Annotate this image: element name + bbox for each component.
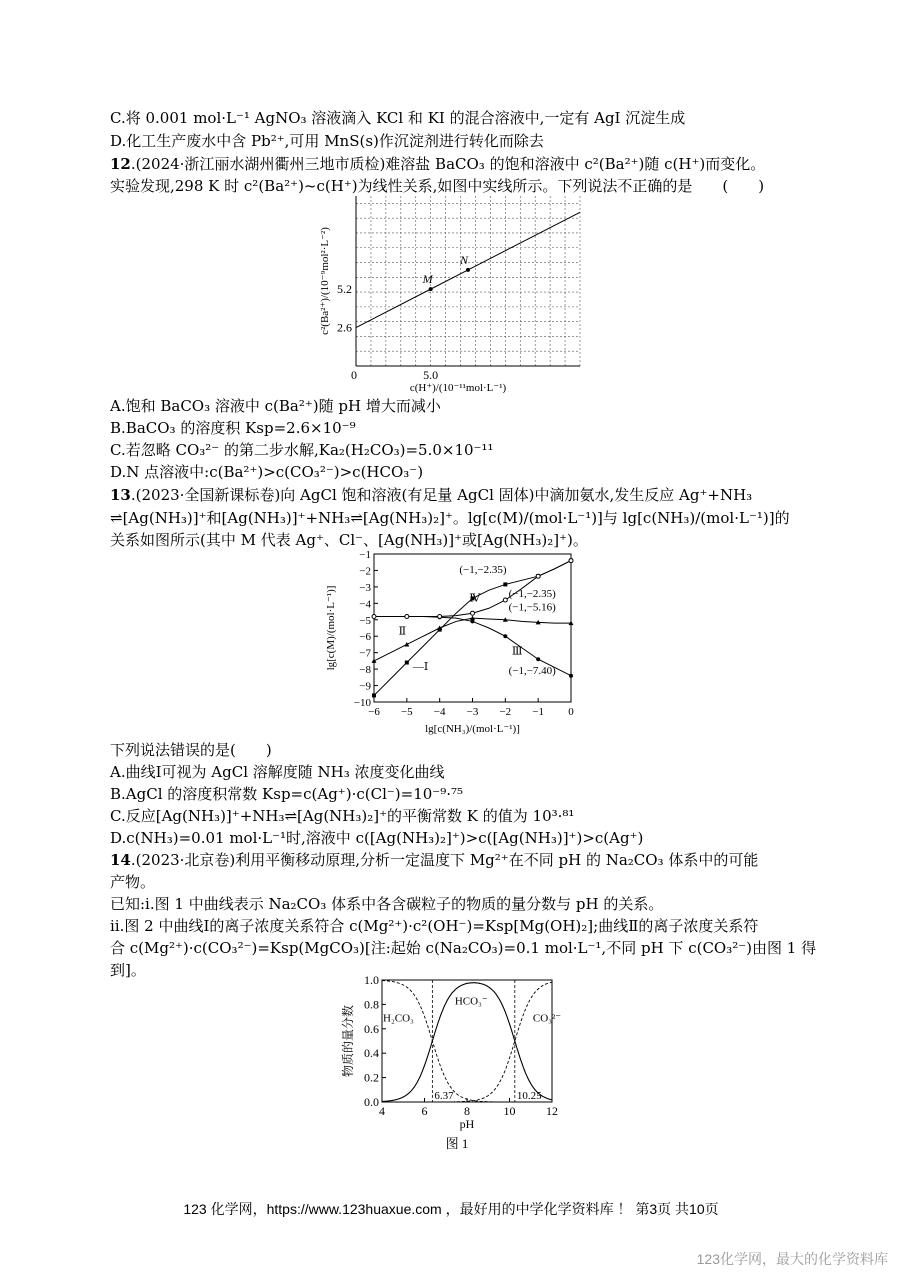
question-number: 12 [110, 155, 131, 173]
x-tick-label: 5.0 [423, 368, 439, 382]
y-axis-label: 物质的量分数 [341, 1004, 355, 1078]
point-label: N [460, 252, 469, 267]
point-marker [429, 287, 433, 291]
data-point [438, 614, 442, 618]
text-line: D.化工生产废水中含 Pb²⁺,可用 MnS(s)作沉淀剂进行转化而除去 [110, 132, 544, 150]
x-tick-label: 6 [421, 1104, 428, 1118]
data-point [404, 642, 409, 647]
y-tick-label: −2 [359, 565, 371, 578]
curve-label-III: Ⅲ [511, 645, 523, 658]
series-label: H₂CO₃ [383, 1012, 414, 1025]
option-d: D.c(NH₃)=0.01 mol·L⁻¹时,溶液中 c([Ag(NH₃)₂]⁺)>c([Ag(NH₃)]⁺)>c(Ag⁺) [110, 829, 644, 847]
y-axis-label: lg[c(M)/(mol·L⁻¹)] [325, 585, 337, 671]
data-point [569, 559, 573, 563]
y-tick-label: −6 [359, 631, 371, 644]
data-point [372, 658, 377, 663]
y-tick-label: −10 [353, 697, 371, 709]
text-line: 已知:ⅰ.图 1 中曲线表示 Na₂CO₃ 体系中各含碳粒子的物质的量分数与 pH 的关系。 [110, 895, 664, 913]
y-tick-label: −8 [359, 664, 371, 677]
y-tick-label: 1.0 [364, 973, 379, 987]
option-b: B.AgCl 的溶度积常数 Ksp=c(Ag⁺)·c(Cl⁻)=10⁻⁹·⁷⁵ [110, 785, 464, 803]
question-number: 13 [110, 486, 131, 504]
figure-caption: 图 1 [445, 1136, 469, 1151]
text-line: 下列说法错误的是( ) [110, 741, 272, 759]
series-label: HCO₃⁻ [454, 995, 488, 1008]
question-text: .(2024·浙江丽水湖州衢州三地市质检)难溶盐 BaCO₃ 的饱和溶液中 c²(Ba²⁺)随 c(H⁺)而变化。 [130, 155, 766, 173]
pka-label: 6.37 [434, 1090, 454, 1102]
annotation: (−1,−5.16) [508, 601, 556, 614]
point-label: M [422, 272, 433, 287]
series-line [374, 618, 571, 661]
curve-label-II: Ⅱ [398, 625, 407, 638]
y-tick-label: 2.6 [337, 320, 352, 335]
text-line: 到]。 [110, 961, 146, 979]
question-text: .(2023·全国新课标卷)向 AgCl 饱和溶液(有足量 AgCl 固体)中滴加氨水,发生反应 Ag⁺+NH₃ [130, 486, 753, 504]
annotation: (−1,−2.35) [459, 563, 507, 576]
data-point [372, 614, 376, 618]
text-line: 关系如图所示(其中 M 代表 Ag⁺、Cl⁻、[Ag(NH₃)]⁺或[Ag(NH₃)₂]⁺)。 [110, 531, 588, 549]
annotation: (−1,−7.40) [508, 665, 556, 678]
x-tick-label: 8 [464, 1104, 470, 1118]
text-line: ⅱ.图 2 中曲线Ⅰ的离子浓度关系符合 c(Mg²⁺)·c²(OH⁻)=Ksp[Mg(OH)₂];曲线Ⅱ的离子浓度关系符 [110, 917, 759, 935]
data-point [405, 661, 409, 665]
question-text: .(2023·北京卷)利用平衡移动原理,分析一定温度下 Mg²⁺在不同 pH 的 Na₂CO₃ 体系中的可能 [130, 851, 759, 869]
data-point [503, 634, 507, 638]
y-tick-label: −1 [359, 549, 371, 561]
text-line: C.将 0.001 mol·L⁻¹ AgNO₃ 溶液滴入 KCl 和 KI 的混合溶液中,一定有 AgI 沉淀生成 [110, 109, 686, 127]
text-line: 产物。 [110, 873, 156, 891]
baco3-chart [318, 190, 588, 395]
y-tick-label: 0.2 [364, 1070, 379, 1085]
x-axis-label: c(H⁺)/(10⁻¹¹mol·L⁻¹) [409, 382, 507, 394]
data-point [471, 611, 475, 615]
annotation: (−1,−2.35) [508, 587, 556, 600]
y-tick-label: 0.8 [364, 997, 379, 1012]
page-footer: 123 化学网，https://www.123huaxue.com ，最好用的中学化学资料库 ！ 第3页 共10页 [183, 1201, 719, 1217]
option-d: D.N 点溶液中:c(Ba²⁺)>c(CO₃²⁻)>c(HCO₃⁻) [110, 463, 424, 481]
x-tick-label: −5 [400, 706, 413, 718]
watermark: 123化学网，最大的化学资料库 [696, 1251, 888, 1267]
option-c: C.反应[Ag(NH₃)]⁺+NH₃⇌[Ag(NH₃)₂]⁺的平衡常数 K 的值为 10³·⁸¹ [110, 807, 575, 825]
y-tick-label: −5 [359, 614, 371, 627]
data-point [536, 574, 540, 578]
data-point [503, 582, 507, 586]
data-point [503, 598, 507, 602]
data-point [536, 657, 540, 661]
y-tick-label: −3 [359, 581, 371, 594]
text-line: 实验发现,298 K 时 c²(Ba²⁺)~c(H⁺)为线性关系,如图中实线所示。下列说法不正确的是 ( ) [110, 177, 765, 195]
question-14-line [110, 850, 758, 870]
data-point [405, 614, 409, 618]
option-c: C.若忽略 CO₃²⁻ 的第二步水解,Ka₂(H₂CO₃)=5.0×10⁻¹¹ [110, 441, 494, 459]
series-label: CO₃²⁻ [532, 1012, 562, 1025]
question-13-line [110, 485, 752, 505]
x-axis-label: pH [459, 1117, 475, 1131]
x-tick-label: −6 [368, 706, 380, 718]
y-tick-label: 0.6 [364, 1021, 379, 1036]
data-point [569, 674, 573, 678]
y-tick-label: 5.2 [337, 282, 352, 297]
x-tick-label: −2 [499, 706, 512, 718]
x-tick-label: −3 [466, 706, 479, 718]
curve-label-IV: Ⅳ [469, 592, 481, 605]
x-tick-label: 0 [351, 368, 357, 382]
question-12-line [110, 154, 765, 174]
data-point [471, 619, 475, 623]
y-tick-label: 0.4 [364, 1046, 379, 1061]
y-tick-label: −7 [359, 647, 371, 660]
x-tick-label: −1 [532, 706, 545, 718]
option-b: B.BaCO₃ 的溶度积 Ksp=2.6×10⁻⁹ [110, 419, 356, 437]
x-tick-label: 4 [379, 1104, 385, 1118]
option-a: A.饱和 BaCO₃ 溶液中 c(Ba²⁺)随 pH 增大而减小 [110, 397, 441, 415]
y-tick-label: −4 [359, 598, 371, 611]
text-line: ⇌[Ag(NH₃)]⁺和[Ag(NH₃)]⁺+NH₃⇌[Ag(NH₃)₂]⁺。lg[c(M)/(mol·L⁻¹)]与 lg[c(NH₃)/(mol·L⁻¹)]的 [110, 509, 790, 527]
x-tick-label: 0 [568, 706, 574, 718]
x-tick-label: 12 [546, 1104, 558, 1118]
curve-label-I: —Ⅰ [412, 660, 429, 673]
x-tick-label: 10 [503, 1104, 516, 1118]
data-point [372, 693, 376, 697]
point-marker [466, 268, 470, 272]
carbonate-distribution-chart [340, 972, 570, 1162]
option-a: A.曲线Ⅰ可视为 AgCl 溶解度随 NH₃ 浓度变化曲线 [110, 763, 445, 781]
ag-nh3-chart [322, 546, 592, 738]
text-line: 合 c(Mg²⁺)·c(CO₃²⁻)=Ksp(MgCO₃)[注:起始 c(Na₂CO₃)=0.1 mol·L⁻¹,不同 pH 下 c(CO₃²⁻)由图 1 得 [110, 939, 817, 957]
y-axis-label: c²(Ba²⁺)/(10⁻⁹mol²·L⁻²) [319, 227, 331, 335]
x-axis-label: lg[c(NH₃)/(mol·L⁻¹)] [425, 723, 520, 735]
question-number: 14 [110, 851, 131, 869]
pka-label: 10.25 [516, 1090, 542, 1102]
x-tick-label: −4 [433, 706, 446, 718]
y-tick-label: 0.0 [364, 1095, 379, 1109]
y-tick-label: −9 [359, 680, 371, 693]
